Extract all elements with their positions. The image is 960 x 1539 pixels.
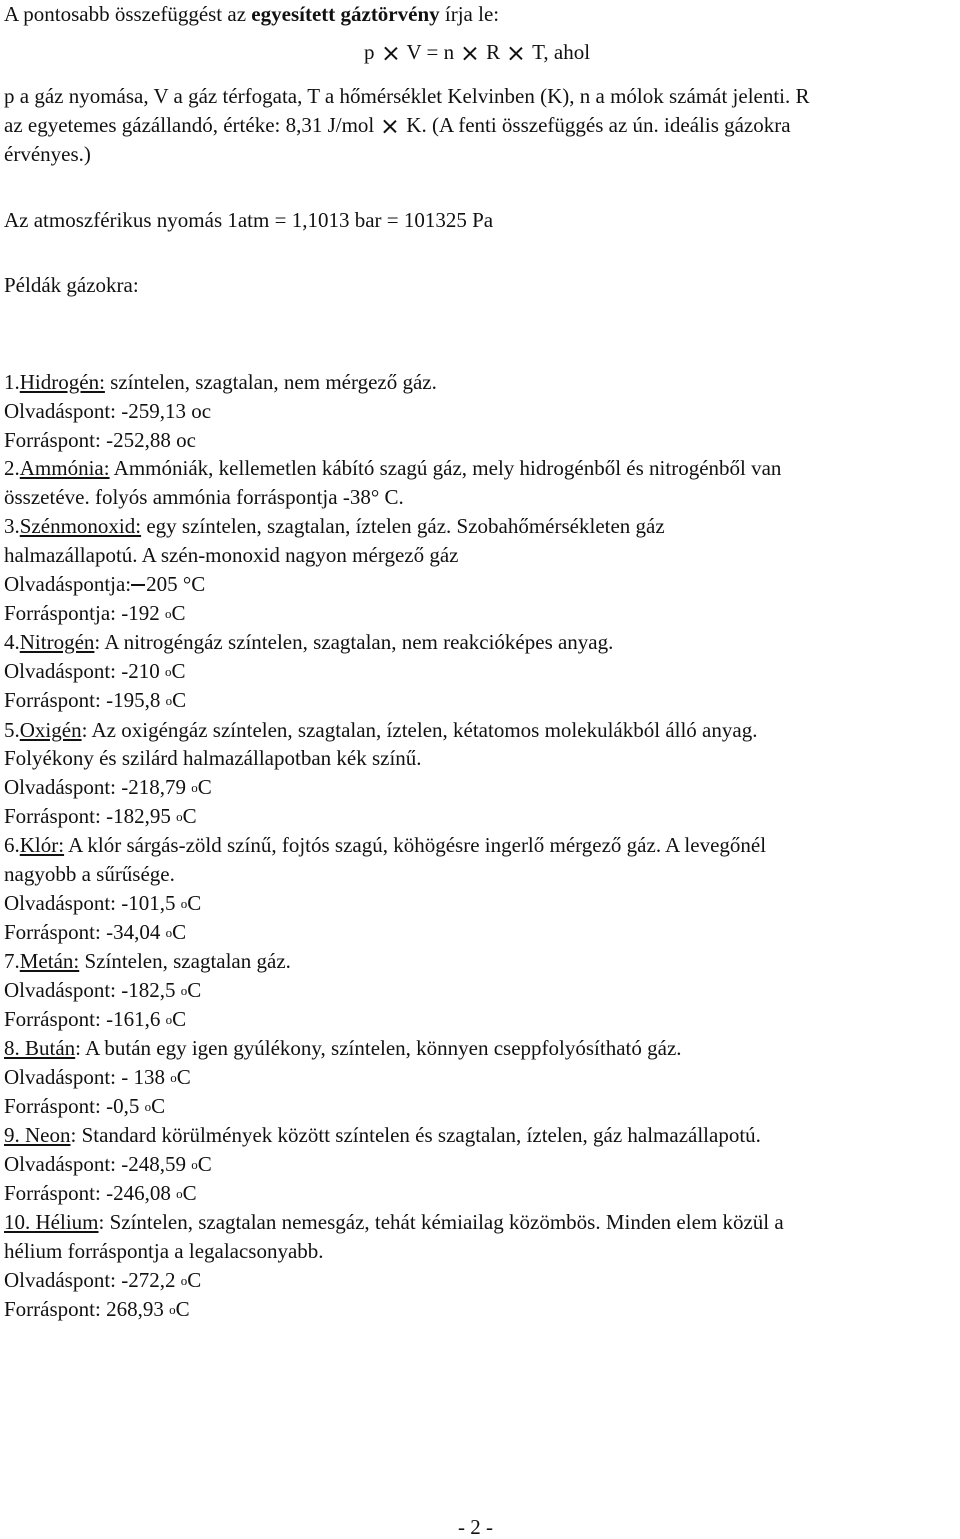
multiply-icon: [383, 119, 397, 133]
gas-ammonia: 2.Ammónia: Ammóniák, kellemetlen kábító szagú gáz, mely hidrogénből és nitrogénből van: [4, 456, 782, 480]
intro-bold-term: egyesített gáztörvény: [251, 2, 440, 26]
multiply-icon: [463, 46, 477, 60]
gas-name: Hélium: [35, 1210, 99, 1234]
chlorine-boiling-point: Forráspont: -34,04 $^o$C: [4, 920, 187, 944]
examples-heading: Példák gázokra:: [4, 273, 139, 297]
gas-name: Neon: [25, 1123, 71, 1147]
gas-neon: 9. Neon: Standard körülmények között színtelen és szagtalan, íztelen, gáz halmazállapotú.: [4, 1123, 761, 1147]
chlorine-description: nagyobb a sűrűsége.: [4, 862, 175, 886]
gas-name: Klór:: [19, 833, 65, 857]
gas-law-formula: p V = n R T, ahol: [364, 40, 591, 64]
intro-text: A pontosabb összefüggést az: [4, 2, 252, 26]
intro-text-end: írja le:: [439, 2, 500, 26]
neon-melting-point: Olvadáspont: -248,59 $^o$C: [4, 1152, 212, 1176]
helium-melting-point: Olvadáspont: -272,2 $^o$C: [4, 1268, 202, 1292]
carbon-monoxide-description: halmazállapotú. A szén-monoxid nagyon mérgező gáz: [4, 543, 459, 567]
intro-line: [4, 2, 499, 26]
page-number: - 2 -: [458, 1515, 493, 1539]
gas-butane: 8. Bután: A bután egy igen gyúlékony, színtelen, könnyen cseppfolyósítható gáz.: [4, 1036, 682, 1060]
explanation-line-2: az egyetemes gázállandó, értéke: 8,31 J/mol K. (A fenti összefüggés az ún. ideális gázokra: [4, 113, 791, 137]
nitrogen-boiling-point: Forráspont: -195,8 $^o$C: [4, 688, 187, 712]
gas-hydrogen: 1.Hidrogén: színtelen, szagtalan, nem mérgező gáz.: [4, 370, 437, 394]
gas-name: Oxigén: [19, 718, 82, 742]
gas-oxygen: 5.Oxigén: Az oxigéngáz színtelen, szagtalan, íztelen, kétatomos molekulákból álló anyag.: [4, 718, 758, 742]
oxygen-melting-point: Olvadáspont: -218,79 $^o$C: [4, 775, 212, 799]
gas-name: Szénmonoxid:: [19, 514, 142, 538]
carbon-monoxide-melting-point: Olvadáspontja: 205 °C: [4, 572, 206, 596]
carbon-monoxide-boiling-point: Forráspontja: -192 $^o$C: [4, 601, 186, 625]
oxygen-boiling-point: Forráspont: -182,95 $^o$C: [4, 804, 197, 828]
hydrogen-boiling-point: Forráspont: -252,88 oc: [4, 428, 196, 452]
gas-helium: 10. Hélium: Színtelen, szagtalan nemesgáz, tehát kémiailag közömbös. Minden elem közül a: [4, 1210, 784, 1234]
gas-name: Bután: [25, 1036, 76, 1060]
butane-melting-point: Olvadáspont: - 138 $^o$C: [4, 1065, 191, 1089]
explanation-line-1: p a gáz nyomása, V a gáz térfogata, T a hőmérséklet Kelvinben (K), n a mólok számát jelenti. R: [4, 84, 810, 108]
oxygen-description: Folyékony és szilárd halmazállapotban kék színű.: [4, 746, 422, 770]
gas-carbon-monoxide: 3.Szénmonoxid: egy színtelen, szagtalan, íztelen gáz. Szobahőmérsékleten gáz: [4, 514, 665, 538]
gas-chlorine: 6.Klór: A klór sárgás-zöld színű, fojtós szagú, köhögésre ingerlő mérgező gáz. A levegőnél: [4, 833, 767, 857]
gas-name: Nitrogén: [19, 630, 95, 654]
helium-boiling-point: Forráspont: 268,93 $^o$C: [4, 1297, 190, 1321]
gas-methane: 7.Metán: Színtelen, szagtalan gáz.: [4, 949, 291, 973]
gas-nitrogen: 4.Nitrogén: A nitrogéngáz színtelen, szagtalan, nem reakcióképes anyag.: [4, 630, 614, 654]
chlorine-melting-point: Olvadáspont: -101,5 $^o$C: [4, 891, 202, 915]
explanation-line-3: érvényes.): [4, 142, 91, 166]
helium-description: hélium forráspontja a legalacsonyabb.: [4, 1239, 324, 1263]
gas-name: Metán:: [19, 949, 80, 973]
methane-melting-point: Olvadáspont: -182,5 $^o$C: [4, 978, 202, 1002]
gas-name: Hidrogén:: [19, 370, 105, 394]
neon-boiling-point: Forráspont: -246,08 $^o$C: [4, 1181, 197, 1205]
butane-boiling-point: Forráspont: -0,5 $^o$C: [4, 1094, 166, 1118]
minus-sign: [131, 584, 145, 586]
gas-name: Ammónia:: [19, 456, 110, 480]
atmospheric-pressure: Az atmoszférikus nyomás 1atm = 1,1013 bar = 101325 Pa: [4, 208, 494, 232]
hydrogen-melting-point: Olvadáspont: -259,13 oc: [4, 399, 212, 423]
methane-boiling-point: Forráspont: -161,6 $^o$C: [4, 1007, 187, 1031]
nitrogen-melting-point: Olvadáspont: -210 $^o$C: [4, 659, 186, 683]
ammonia-description: összetéve. folyós ammónia forráspontja -38° C.: [4, 485, 404, 509]
multiply-icon: [384, 46, 398, 60]
multiply-icon: [509, 46, 523, 60]
